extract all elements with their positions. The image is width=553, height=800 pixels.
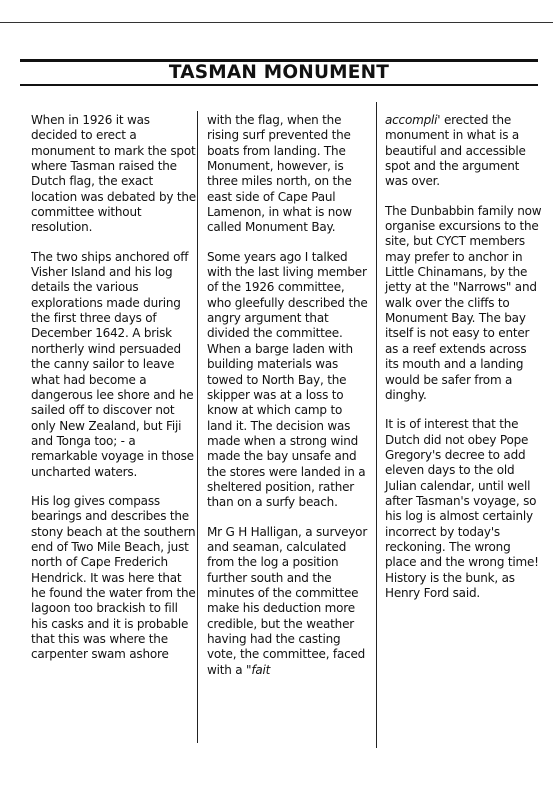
paragraph: Some years ago I talked with the last living member of the 1926 committee, who gleefully described the angry argument that divided the committee. When a barge laden with building materials was towed to North Bay, the skipper was at a loss to know at which camp to land it. The decision was made when a strong wind made the bay unsafe and the stores were landed in a sheltered position, rather than on a surfy beach. — [207, 249, 368, 510]
article-column-1 — [31, 113, 196, 677]
paragraph: His log gives compass bearings and describes the stony beach at the southern end of Two Mile Beach, just north of Cape Frederich Hendrick. It was here that he found the water from the lagoon too brackish to fill his casks and it is probable that this was where the carpenter swam ashore — [31, 493, 196, 662]
italic-phrase: "fait — [246, 662, 271, 677]
paragraph: When in 1926 it was decided to erect a monument to mark the spot where Tasman raised the Dutch flag, the exact location was debated by the committee without resolution. — [31, 113, 196, 235]
title-bar — [20, 59, 538, 86]
article-column-3 — [385, 113, 543, 615]
paragraph: The Dunbabbin family now organise excursions to the site, but CYCT members may prefer to anchor in Little Chinamans, by the jetty at the "Narrows" and walk over the cliffs to Monument Bay. The bay itself is not easy to enter as a reef extends across its mouth and a landing would be safer from a dinghy. — [385, 203, 542, 402]
paragraph — [207, 525, 369, 678]
top-divider — [0, 22, 553, 23]
column-divider-2 — [376, 102, 377, 748]
column-divider-1 — [197, 111, 198, 743]
article-column-2 — [207, 113, 369, 692]
italic-phrase: accompli' — [385, 113, 441, 127]
paragraph: with the flag, when the rising surf prevented the boats from landing. The Monument, however, is three miles north, on the east side of Cape Paul Lamenon, in what is now called Monument Bay. — [207, 113, 352, 235]
page-title: TASMAN MONUMENT — [168, 62, 390, 83]
paragraph: The two ships anchored off Visher Island and his log details the various explorations made during the first three days of December 1642. A brisk northerly wind persuaded the canny sailor to leave what had become a dangerous lee shore and he sailed off to discover not only New Zealand, but Fiji and Tonga too; - a remarkable voyage in those uncharted waters. — [31, 249, 194, 479]
paragraph — [385, 113, 543, 190]
paragraph-text: erected the monument in what is a beautiful and accessible spot and the argument was over. — [385, 113, 526, 189]
paragraph-text: Mr G H Halligan, a surveyor and seaman, calculated from the log a position further south and the minutes of the committee make his deduction more credible, but the weather having had the casting vote, the committee, faced with a — [207, 524, 368, 677]
paragraph: It is of interest that the Dutch did not obey Pope Gregory's decree to add eleven days to the old Julian calendar, until well after Tasman's voyage, so his log is almost certainly incorrect by today's reckoning. The wrong place and the wrong time! History is the bunk, as Henry Ford said. — [385, 417, 539, 600]
